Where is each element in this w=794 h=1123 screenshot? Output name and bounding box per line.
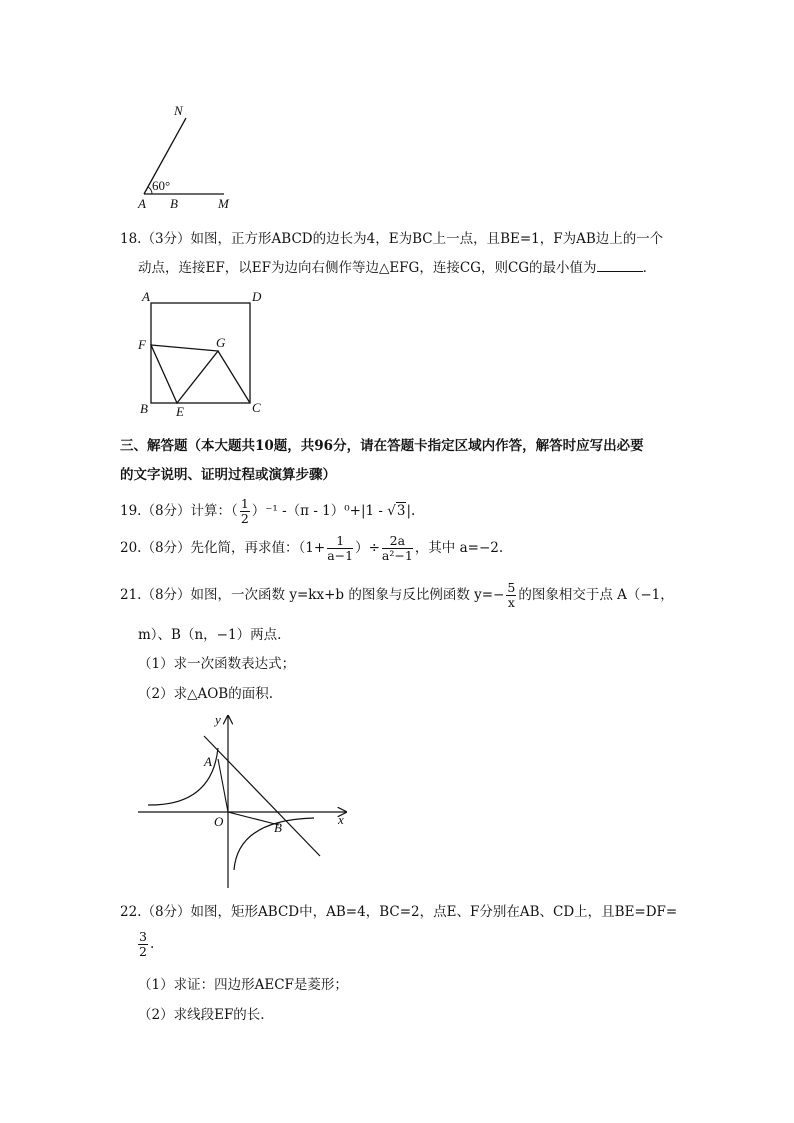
q20-f2-num: 2a bbox=[382, 534, 413, 549]
q18-line1: 18.（3分）如图，正方形ABCD的边长为4，E为BC上一点，且BE=1，F为AB边上的一个 bbox=[120, 231, 664, 247]
q20-f1-num: 1 bbox=[327, 534, 353, 549]
label-A: A bbox=[204, 754, 212, 769]
q22-end: . bbox=[149, 936, 155, 952]
line-y-kx-b bbox=[204, 736, 320, 856]
q21-sub2: （2）求△AOB的面积. bbox=[138, 686, 273, 702]
label-x: x bbox=[338, 812, 344, 827]
q21-line1 bbox=[120, 579, 674, 611]
q18-line2-text: 动点，连接EF，以EF为边向右侧作等边△EFG，连接CG，则CG的最小值为 bbox=[138, 260, 597, 276]
q21-fraction bbox=[506, 581, 516, 610]
q19-mid: ）⁻¹ -（π - 1）⁰+|1 - bbox=[251, 503, 388, 519]
q22-line1: 22.（8分）如图，矩形ABCD中，AB=4，BC=2，点E、F分别在AB、CD上，且BE=DF= bbox=[120, 904, 678, 920]
q21-sub1: （1）求一次函数表达式； bbox=[138, 656, 296, 672]
q19: 19.（8分）计算：（ $\frac{1}{2}$ ）⁻¹ -（π - 1）⁰+|1 - √3|. bbox=[120, 496, 416, 526]
q21-num: 5 bbox=[507, 580, 516, 595]
function-graph bbox=[134, 708, 358, 892]
q19-end: |. bbox=[406, 503, 416, 519]
label-M: M bbox=[218, 196, 229, 211]
label-C: C bbox=[252, 400, 261, 415]
triangle-AOB bbox=[218, 759, 279, 825]
square-figure bbox=[134, 288, 274, 420]
q19-sqrt: 3 bbox=[396, 503, 406, 519]
label-G: G bbox=[216, 335, 226, 350]
q22-sub1: （1）求证：四边形AECF是菱形； bbox=[138, 977, 348, 993]
label-B: B bbox=[274, 820, 282, 835]
label-F: F bbox=[138, 337, 146, 352]
q22-den: 2 bbox=[139, 944, 147, 959]
q22-fraction bbox=[138, 930, 148, 959]
q20-prefix: 20.（8分）先化简，再求值：（1+ bbox=[120, 540, 326, 556]
triangle-EFG bbox=[151, 345, 218, 403]
label-O: O bbox=[214, 814, 224, 829]
q20 bbox=[120, 532, 503, 564]
label-A: A bbox=[142, 289, 150, 304]
answer-blank bbox=[597, 259, 643, 272]
label-B: B bbox=[170, 196, 178, 211]
label-E: E bbox=[176, 404, 184, 419]
q19-fraction bbox=[240, 497, 250, 526]
q22-sub2: （2）求线段EF的长. bbox=[138, 1007, 265, 1023]
q19-prefix: 19.（8分）计算：（ bbox=[120, 503, 238, 519]
q20-f1-den: a−1 bbox=[327, 548, 354, 563]
label-y: y bbox=[215, 712, 221, 727]
label-D: D bbox=[252, 289, 262, 304]
angle-figure bbox=[130, 100, 240, 212]
q19-num: 1 bbox=[240, 496, 249, 511]
section3-heading-line1: 三、解答题（本大题共10题，共96分，请在答题卡指定区域内作答，解答时应写出必要 bbox=[120, 438, 644, 454]
q20-f2-den: a²−1 bbox=[381, 548, 413, 563]
q21-line2: m）、B（n，−1）两点. bbox=[138, 627, 282, 643]
q20-end: ，其中 a=−2. bbox=[414, 540, 504, 556]
angle-60-label: 60° bbox=[152, 178, 171, 193]
q21-prefix: 21.（8分）如图，一次函数 y=kx+b 的图象与反比例函数 y=− bbox=[120, 587, 505, 603]
q22-line2 bbox=[136, 928, 154, 960]
q22-num: 3 bbox=[139, 929, 147, 944]
segment-CG bbox=[218, 351, 250, 403]
section3-heading-line2: 的文字说明、证明过程或演算步骤） bbox=[120, 467, 336, 483]
q21-den: x bbox=[507, 595, 515, 610]
label-N: N bbox=[174, 103, 183, 118]
q18-end: ． bbox=[642, 260, 657, 276]
q20-mid: ）÷ bbox=[355, 540, 380, 556]
q21-end: 的图象相交于点 A（−1， bbox=[518, 587, 674, 603]
label-B: B bbox=[140, 401, 148, 416]
q20-fraction1 bbox=[327, 534, 353, 563]
label-A: A bbox=[138, 196, 146, 211]
square-ABCD bbox=[151, 303, 250, 403]
q19-den: 2 bbox=[240, 511, 249, 526]
q20-fraction2 bbox=[382, 534, 413, 563]
q18-line2 bbox=[138, 259, 656, 277]
